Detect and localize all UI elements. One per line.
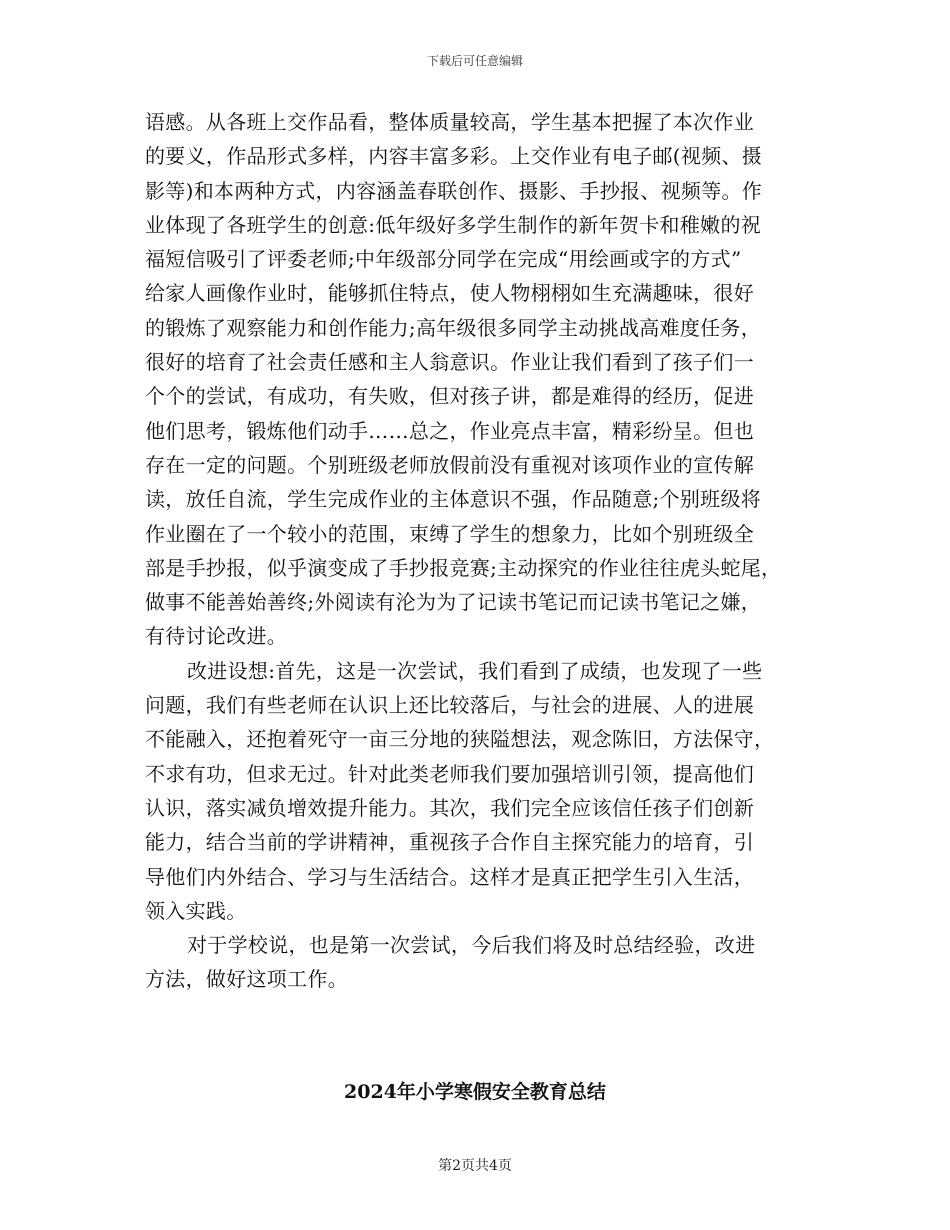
paragraph-line: 的要义，作品形式多样，内容丰富多彩。上交作业有电子邮(视频、摄 (145, 144, 763, 169)
paragraph-line: 影等)和本两种方式，内容涵盖春联创作、摄影、手抄报、视频等。作 (145, 178, 763, 203)
paragraph-line: 领入实践。 (145, 898, 247, 923)
paragraph-line: 部是手抄报，似乎演变成了手抄报竞赛;主动探究的作业往往虎头蛇尾， (145, 555, 782, 580)
paragraph-line: 做事不能善始善终;外阅读有沦为为了记读书笔记而记读书笔记之嫌， (145, 590, 762, 615)
page-footer: 第2页共4页 (438, 1158, 512, 1174)
paragraph-line: 不求有功，但求无过。针对此类老师我们要加强培训引领，提高他们 (145, 761, 754, 786)
paragraph-line: 问题，我们有些老师在认识上还比较落后，与社会的进展、人的进展 (145, 693, 754, 718)
paragraph-line: 他们思考，锻炼他们动手……总之，作业亮点丰富，精彩纷呈。但也 (145, 418, 754, 443)
paragraph-line: 认识，落实减负增效提升能力。其次，我们完全应该信任孩子们创新 (145, 795, 754, 820)
page-header: 下载后可任意编辑 (426, 54, 523, 68)
paragraph-line: 给家人画像作业时，能够抓住特点，使人物栩栩如生充满趣味，很好 (145, 281, 754, 306)
paragraph-line: 不能融入，还抱着死守一亩三分地的狭隘想法，观念陈旧，方法保守， (145, 727, 775, 752)
paragraph-line: 有待讨论改进。 (145, 624, 288, 649)
paragraph-line: 业体现了各班学生的创意:低年级好多学生制作的新年贺卡和稚嫩的祝 (145, 212, 762, 237)
paragraph-line: 能力，结合当前的学讲精神，重视孩子合作自主探究能力的培育，引 (145, 830, 754, 855)
paragraph-line: 改进设想:首先，这是一次尝试，我们看到了成绩，也发现了一些 (187, 658, 763, 683)
paragraph-line: 福短信吸引了评委老师;中年级部分同学在完成“用绘画或字的方式” (145, 247, 742, 272)
paragraph-line: 作业圈在了一个较小的范围，束缚了学生的想象力，比如个别班级全 (145, 521, 754, 546)
paragraph-line: 导他们内外结合、学习与生活结合。这样才是真正把学生引入生活， (145, 864, 754, 889)
body-text (145, 105, 813, 997)
paragraph-line: 对于学校说，也是第一次尝试，今后我们将及时总结经验，改进 (187, 933, 756, 958)
paragraph-line: 读，放任自流，学生完成作业的主体意识不强，作品随意;个别班级将 (145, 487, 762, 512)
section-title: 2024年小学寒假安全教育总结 (344, 1081, 606, 1103)
paragraph-line: 的锻炼了观察能力和创作能力;高年级很多同学主动挑战高难度任务， (145, 315, 762, 340)
paragraph-line: 方法，做好这项工作。 (145, 967, 348, 992)
paragraph-line: 很好的培育了社会责任感和主人翁意识。作业让我们看到了孩子们一 (145, 350, 754, 375)
paragraph-line: 语感。从各班上交作品看，整体质量较高，学生基本把握了本次作业 (145, 110, 754, 134)
paragraph-line: 个个的尝试，有成功，有失败，但对孩子讲，都是难得的经历，促进 (145, 384, 754, 409)
paragraph-line: 存在一定的问题。个别班级老师放假前没有重视对该项作业的宣传解 (145, 452, 754, 477)
